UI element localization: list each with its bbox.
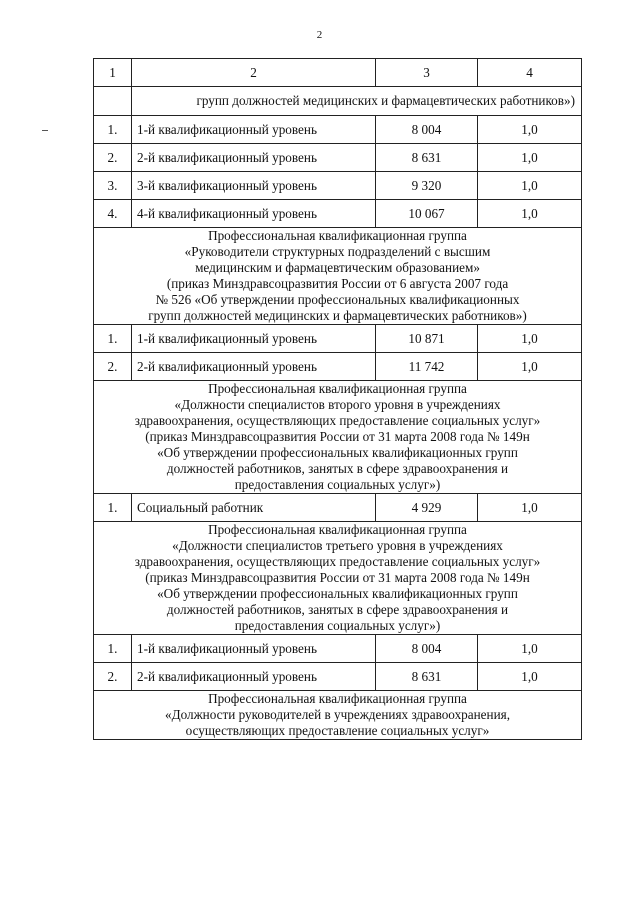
salary-value: 8 631 <box>376 144 478 172</box>
group-title-line: «Руководители структурных подразделений с высшим <box>184 244 491 259</box>
group-title-line: Профессиональная квалификационная группа <box>208 228 467 243</box>
group-title-line: «Должности специалистов второго уровня в учреждениях <box>174 397 501 412</box>
row-number: 1. <box>94 494 132 522</box>
row-number: 1. <box>94 325 132 353</box>
group-title-line: групп должностей медицинских и фармацевтических работников») <box>196 92 575 108</box>
coefficient: 1,0 <box>478 353 582 381</box>
table-row <box>94 353 582 381</box>
group-title-line: Профессиональная квалификационная группа <box>208 522 467 537</box>
level-name: 4-й квалификационный уровень <box>132 200 376 228</box>
group-title-line: (приказ Минздравсоцразвития России от 6 августа 2007 года <box>166 276 509 291</box>
group-title-line: Профессиональная квалификационная группа <box>208 691 467 706</box>
header-col-4: 4 <box>478 59 582 87</box>
coefficient: 1,0 <box>478 200 582 228</box>
group-title-line: № 526 «Об утверждении профессиональных квалификационных <box>155 292 520 307</box>
group-title-line: предоставления социальных услуг») <box>234 477 441 492</box>
group-title-line: «Должности специалистов третьего уровня в учреждениях <box>172 538 503 553</box>
level-name: 1-й квалификационный уровень <box>132 635 376 663</box>
table-header-row <box>94 59 582 87</box>
group-title-line: должностей работников, занятых в сфере здравоохранения и <box>166 602 509 617</box>
salary-value: 10 067 <box>376 200 478 228</box>
salary-value: 8 004 <box>376 116 478 144</box>
row-number: 4. <box>94 200 132 228</box>
level-name: 3-й квалификационный уровень <box>132 172 376 200</box>
coefficient: 1,0 <box>478 325 582 353</box>
table-row <box>94 635 582 663</box>
table-row <box>94 325 582 353</box>
row-number: 2. <box>94 353 132 381</box>
salary-value: 4 929 <box>376 494 478 522</box>
table-row <box>94 116 582 144</box>
table-row <box>94 200 582 228</box>
group-title-row <box>94 522 582 635</box>
group-title-cell <box>132 87 582 116</box>
header-col-3: 3 <box>376 59 478 87</box>
group-title-line: осуществляющих предоставление социальных услуг» <box>185 723 490 738</box>
level-name: Социальный работник <box>132 494 376 522</box>
group-title-line: предоставления социальных услуг») <box>234 618 441 633</box>
header-col-1: 1 <box>94 59 132 87</box>
group-title-cell <box>94 522 582 635</box>
group-title-line: (приказ Минздравсоцразвития России от 31 марта 2008 года № 149н <box>145 429 530 444</box>
salary-value: 8 004 <box>376 635 478 663</box>
group-title-line: должностей работников, занятых в сфере здравоохранения и <box>166 461 509 476</box>
group-title-line: медицинским и фармацевтическим образованием» <box>195 260 480 275</box>
table-row <box>94 663 582 691</box>
salary-value: 10 871 <box>376 325 478 353</box>
group-title-row <box>94 691 582 740</box>
salary-value: 9 320 <box>376 172 478 200</box>
group-title-line: «Об утверждении профессиональных квалификационных групп <box>157 586 518 601</box>
group-title-line: (приказ Минздравсоцразвития России от 31 марта 2008 года № 149н <box>145 570 530 585</box>
group-title-line: Профессиональная квалификационная группа <box>208 381 467 396</box>
row-number: 2. <box>94 663 132 691</box>
coefficient: 1,0 <box>478 663 582 691</box>
level-name: 1-й квалификационный уровень <box>132 325 376 353</box>
salary-value: 8 631 <box>376 663 478 691</box>
group-title-line: «Об утверждении профессиональных квалификационных групп <box>157 445 518 460</box>
level-name: 2-й квалификационный уровень <box>132 144 376 172</box>
blank-cell <box>94 87 132 116</box>
page-number: 2 <box>316 29 323 41</box>
salary-table <box>93 58 582 740</box>
group-title-cell <box>94 381 582 494</box>
coefficient: 1,0 <box>478 494 582 522</box>
salary-value: 11 742 <box>376 353 478 381</box>
group-title-line: здравоохранения, осуществляющих предоставление социальных услуг» <box>134 413 541 428</box>
group-title-line: «Должности руководителей в учреждениях здравоохранения, <box>164 707 510 722</box>
header-col-2: 2 <box>132 59 376 87</box>
group-continuation-row <box>94 87 582 116</box>
level-name: 2-й квалификационный уровень <box>132 353 376 381</box>
group-title-line: групп должностей медицинских и фармацевтических работников») <box>148 308 527 323</box>
table-row <box>94 144 582 172</box>
group-title-line: здравоохранения, осуществляющих предоставление социальных услуг» <box>134 554 541 569</box>
coefficient: 1,0 <box>478 144 582 172</box>
group-title-cell <box>94 691 582 740</box>
row-number: 1. <box>94 635 132 663</box>
table-row <box>94 494 582 522</box>
coefficient: 1,0 <box>478 635 582 663</box>
group-title-row <box>94 228 582 325</box>
row-number: 3. <box>94 172 132 200</box>
group-title-cell <box>94 228 582 325</box>
margin-mark <box>42 130 48 131</box>
level-name: 2-й квалификационный уровень <box>132 663 376 691</box>
coefficient: 1,0 <box>478 116 582 144</box>
group-title-row <box>94 381 582 494</box>
row-number: 1. <box>94 116 132 144</box>
row-number: 2. <box>94 144 132 172</box>
coefficient: 1,0 <box>478 172 582 200</box>
level-name: 1-й квалификационный уровень <box>132 116 376 144</box>
table-row <box>94 172 582 200</box>
